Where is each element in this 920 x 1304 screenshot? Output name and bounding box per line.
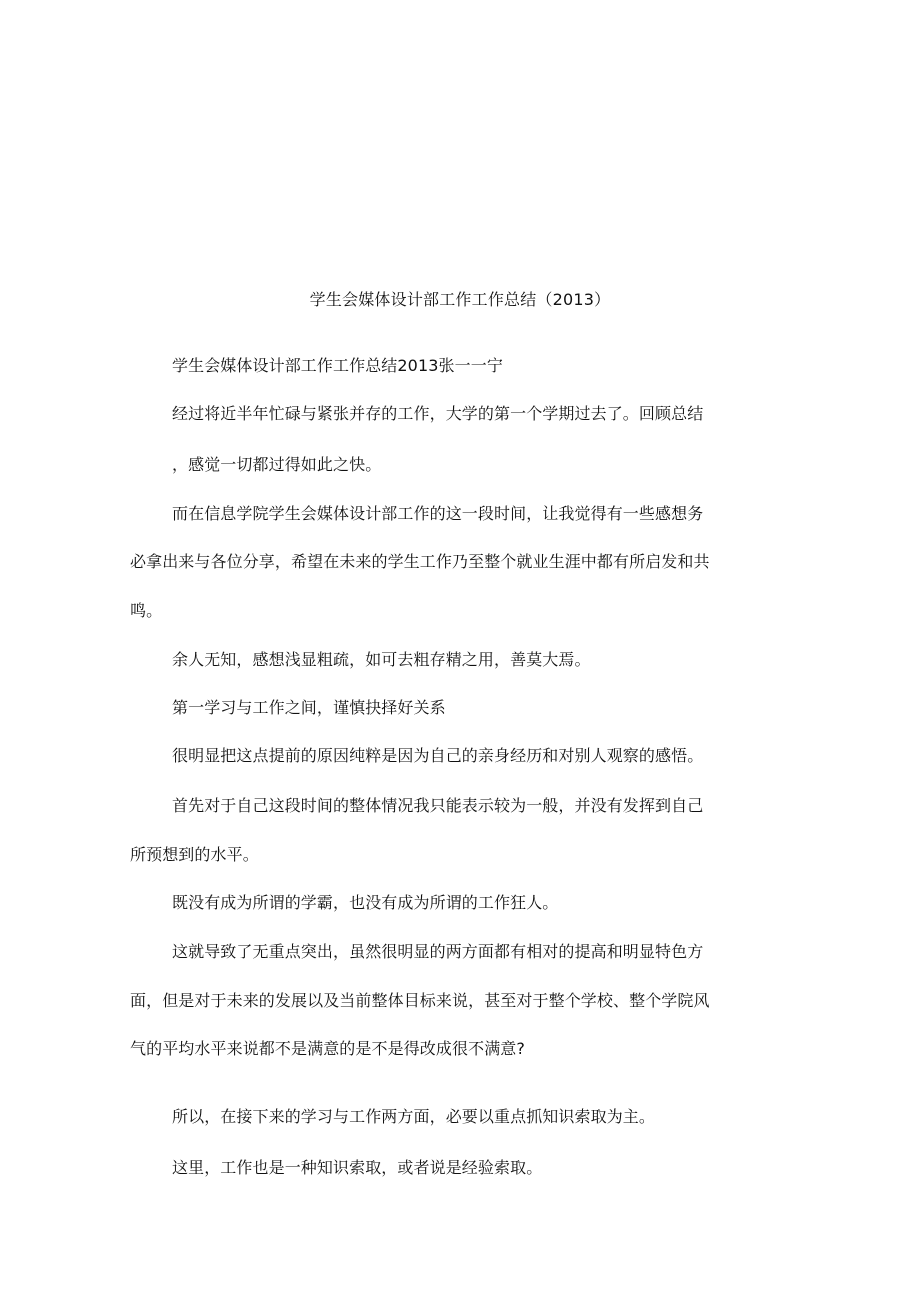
text-line: 鸣。 [130, 601, 163, 620]
text-line: 首先对于自己这段时间的整体情况我只能表示较为一般，并没有发挥到自己 [172, 796, 704, 815]
text-line: 所以，在接下来的学习与工作两方面，必要以重点抓知识索取为主。 [172, 1107, 656, 1126]
text-line: 很明显把这点提前的原因纯粹是因为自己的亲身经历和对别人观察的感悟。 [172, 746, 704, 765]
text-line: 第一学习与工作之间，谨慎抉择好关系 [172, 698, 446, 717]
text-line: 而在信息学院学生会媒体设计部工作的这一段时间，让我觉得有一些感想务 [172, 504, 704, 523]
text-line: 余人无知，感想浅显粗疏，如可去粗存精之用，善莫大焉。 [172, 650, 591, 669]
text-line: 经过将近半年忙碌与紧张并存的工作，大学的第一个学期过去了。回顾总结 [172, 404, 704, 423]
text-line: 这里，工作也是一种知识索取，或者说是经验索取。 [172, 1158, 543, 1177]
text-line: 既没有成为所谓的学霸，也没有成为所谓的工作狂人。 [172, 893, 559, 912]
document-title: 学生会媒体设计部工作工作总结（2013） [309, 290, 611, 309]
text-line: 所预想到的水平。 [130, 845, 259, 864]
text-line: 必拿出来与各位分享，希望在未来的学生工作乃至整个就业生涯中都有所启发和共 [130, 552, 710, 571]
text-line: 气的平均水平来说都不是满意的是不是得改成很不满意? [130, 1039, 525, 1058]
text-line: 学生会媒体设计部工作工作总结2013张一一宁 [172, 356, 503, 375]
text-line: 面，但是对于未来的发展以及当前整体目标来说，甚至对于整个学校、整个学院风 [130, 991, 710, 1010]
text-line: ，感觉一切都过得如此之快。 [172, 455, 382, 474]
text-line: 这就导致了无重点突出，虽然很明显的两方面都有相对的提高和明显特色方 [172, 942, 704, 961]
